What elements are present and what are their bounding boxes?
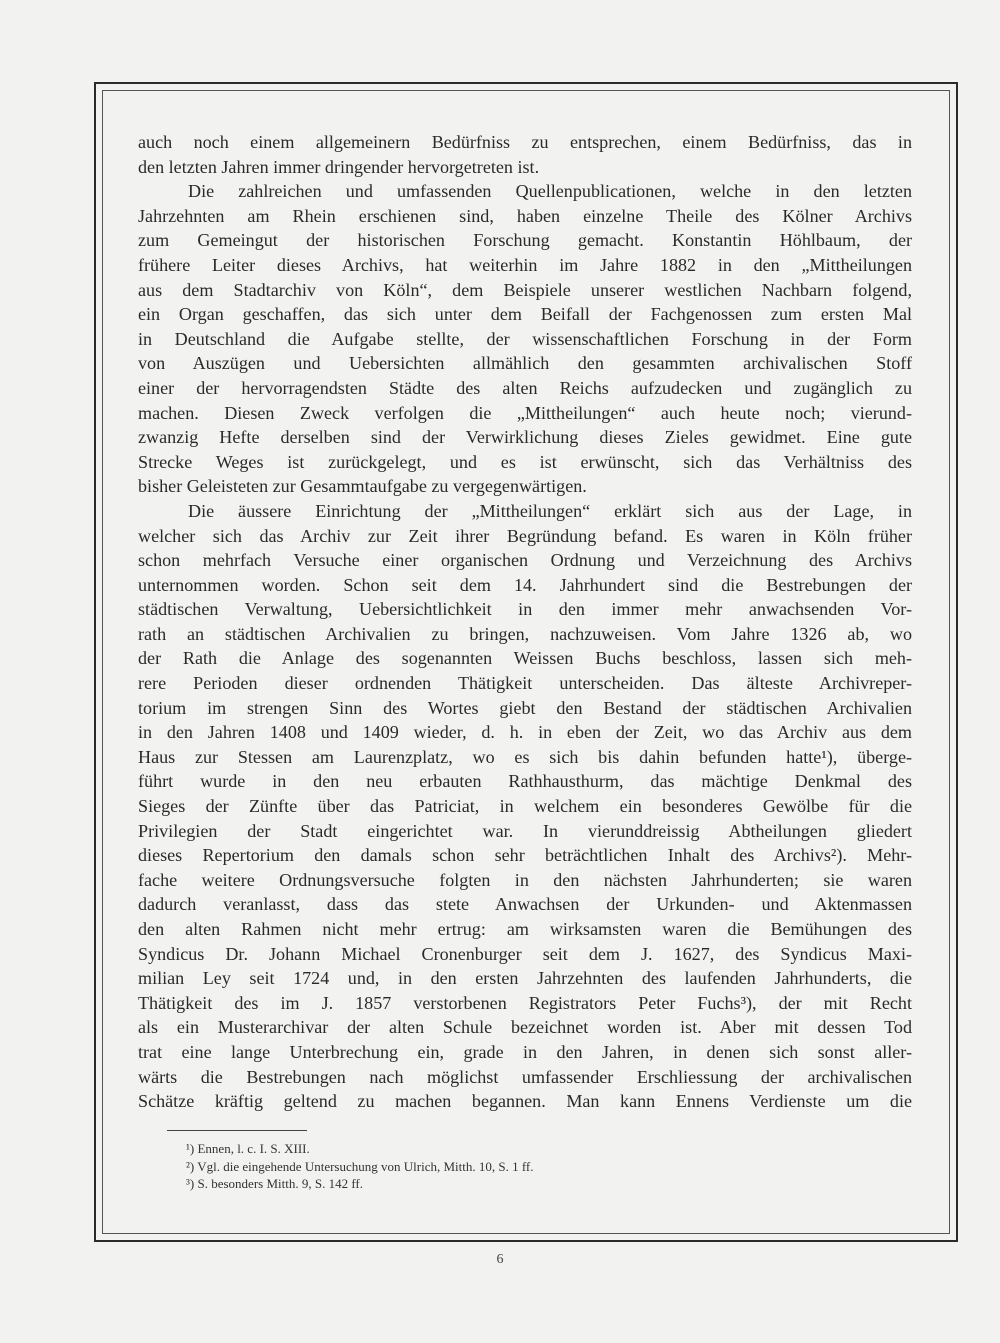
text-line: der Rath die Anlage des sogenannten Weissen Buchs beschloss, lassen sich meh- bbox=[138, 648, 912, 669]
text-line: zum Gemeingut der historischen Forschung gemacht. Konstantin Höhlbaum, der bbox=[138, 230, 912, 251]
text-line: auch noch einem allgemeinern Bedürfniss zu entsprechen, einem Bedürfniss, das in bbox=[138, 132, 912, 152]
footnote-text: S. besonders Mitth. 9, S. 142 ff. bbox=[197, 1176, 363, 1191]
footnote-mark: ³) bbox=[186, 1176, 195, 1191]
footnote-text: Ennen, l. c. I. S. XIII. bbox=[197, 1141, 310, 1156]
text-line: machen. Diesen Zweck verfolgen die „Mittheilungen“ auch heute noch; vierund- bbox=[138, 402, 912, 423]
text-line: in Deutschland die Aufgabe stellte, der wissenschaftlichen Forschung in der Form bbox=[138, 328, 912, 349]
text-line: zwanzig Hefte derselben sind der Verwirklichung dieses Zieles gewidmet. Eine gute bbox=[138, 427, 912, 448]
page-number: 6 bbox=[496, 1252, 504, 1267]
footnote-mark: ¹) bbox=[186, 1141, 195, 1156]
text-line: welcher sich das Archiv zur Zeit ihrer Begründung befand. Es waren in Köln früher bbox=[138, 525, 912, 546]
text-line: rath an städtischen Archivalien zu bringen, nachzuweisen. Vom Jahre 1326 ab, wo bbox=[138, 623, 912, 644]
text-line: rere Perioden dieser ordnenden Thätigkeit unterscheiden. Das älteste Archivreper- bbox=[138, 673, 912, 694]
text-line: Sieges der Zünfte über das Patriciat, in welchem ein besonderes Gewölbe für die bbox=[138, 796, 912, 817]
body-text bbox=[138, 130, 912, 1114]
text-line: Die zahlreichen und umfassenden Quellenpublicationen, welche in den letzten bbox=[188, 181, 912, 202]
text-line: bisher Geleisteten zur Gesammtaufgabe zu vergegenwärtigen. bbox=[138, 476, 587, 497]
text-line: in den Jahren 1408 und 1409 wieder, d. h. in eben der Zeit, wo das Archiv aus dem bbox=[138, 722, 912, 743]
text-line: den alten Rahmen nicht mehr ertrug: am wirksamsten waren die Bemühungen des bbox=[138, 919, 912, 939]
text-line: fache weitere Ordnungsversuche folgten in den nächsten Jahrhunderten; sie waren bbox=[138, 869, 912, 890]
text-line: trat eine lange Unterbrechung ein, grade in den Jahren, in denen sich sonst aller- bbox=[138, 1041, 912, 1062]
text-line: schon mehrfach Versuche einer organischen Ordnung und Verzeichnung des Archivs bbox=[138, 550, 912, 571]
text-line: Thätigkeit des im J. 1857 verstorbenen Registrators Peter Fuchs³), der mit Recht bbox=[138, 992, 912, 1013]
text-line: Strecke Weges ist zurückgelegt, und es ist erwünscht, sich das Verhältniss des bbox=[138, 451, 912, 472]
text-line: einer der hervorragendsten Städte des alten Reichs aufzudecken und zugänglich zu bbox=[138, 377, 912, 398]
text-line: frühere Leiter dieses Archivs, hat weiterhin im Jahre 1882 in den „Mittheilungen bbox=[138, 254, 912, 275]
text-line: Jahrzehnten am Rhein erschienen sind, haben einzelne Theile des Kölner Archivs bbox=[138, 205, 912, 226]
text-line: Schätze kräftig geltend zu machen begannen. Man kann Ennens Verdienste um die bbox=[138, 1091, 912, 1112]
text-line: ein Organ geschaffen, das sich unter dem Beifall der Fachgenossen zum ersten Mal bbox=[138, 304, 912, 325]
text-line: als ein Musterarchivar der alten Schule bezeichnet worden ist. Aber mit dessen Tod bbox=[138, 1017, 912, 1038]
text-line: torium im strengen Sinn des Wortes giebt den Bestand der städtischen Archivalien bbox=[138, 697, 912, 718]
footnote-rule bbox=[167, 1130, 307, 1131]
footnote bbox=[186, 1158, 786, 1176]
text-line: den letzten Jahren immer dringender hervorgetreten ist. bbox=[138, 156, 540, 177]
footnote bbox=[186, 1175, 786, 1193]
footnote-mark: ²) bbox=[186, 1158, 195, 1174]
text-line: Syndicus Dr. Johann Michael Cronenburger seit dem J. 1627, des Syndicus Maxi- bbox=[138, 943, 912, 964]
text-line: dieses Repertorium den damals schon sehr beträchtlichen Inhalt des Archivs²). Mehr- bbox=[138, 845, 912, 866]
text-line: von Auszügen und Uebersichten allmählich den gesammten archivalischen Stoff bbox=[138, 353, 912, 374]
text-line: Privilegien der Stadt eingerichtet war. In vierunddreissig Abtheilungen gliedert bbox=[138, 820, 912, 841]
text-line: aus dem Stadtarchiv von Köln“, dem Beispiele unserer westlichen Nachbarn folgend, bbox=[138, 279, 912, 300]
footnote bbox=[186, 1140, 786, 1158]
text-line: Haus zur Stessen am Laurenzplatz, wo es sich bis dahin befunden hatte¹), überge- bbox=[138, 746, 912, 767]
text-line: milian Ley seit 1724 und, in den ersten Jahrzehnten des laufenden Jahrhunderts, die bbox=[138, 968, 912, 989]
text-line: Die äussere Einrichtung der „Mittheilungen“ erklärt sich aus der Lage, in bbox=[188, 500, 912, 521]
footnote-text: Vgl. die eingehende Untersuchung von Ulrich, Mitth. 10, S. 1 ff. bbox=[197, 1158, 534, 1174]
text-line: unternommen worden. Schon seit dem 14. Jahrhundert sind die Bestrebungen der bbox=[138, 574, 912, 595]
footnotes bbox=[186, 1140, 786, 1193]
text-line: dadurch veranlasst, dass das stete Anwachsen der Urkunden- und Aktenmassen bbox=[138, 894, 912, 915]
text-line: städtischen Verwaltung, Uebersichtlichkeit in den immer mehr anwachsenden Vor- bbox=[138, 599, 912, 620]
text-line: führt wurde in den neu erbauten Rathhausthurm, das mächtige Denkmal des bbox=[138, 771, 912, 792]
text-line: wärts die Bestrebungen nach möglichst umfassender Erschliessung der archivalischen bbox=[138, 1066, 912, 1087]
